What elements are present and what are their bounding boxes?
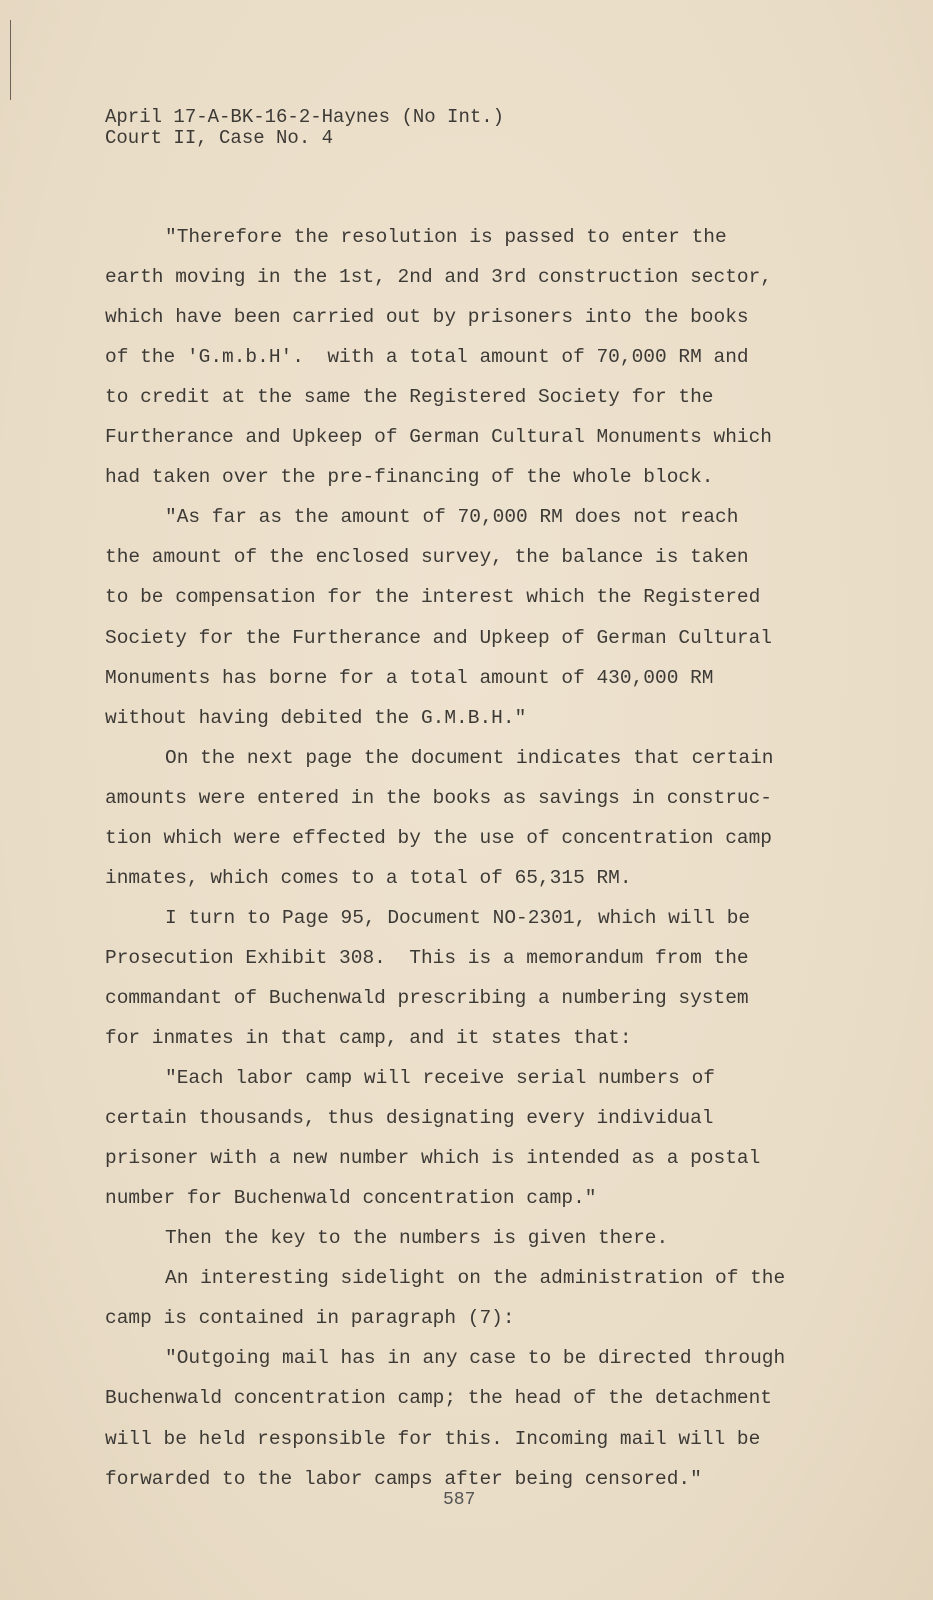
text-line: Furtherance and Upkeep of German Cultural Monuments which (105, 426, 773, 449)
text-line: earth moving in the 1st, 2nd and 3rd construction sector, (105, 266, 773, 289)
text-line: will be held responsible for this. Incoming mail will be (105, 1427, 761, 1450)
text-line: An interesting sidelight on the administration of the (165, 1267, 786, 1290)
text-line: "Therefore the resolution is passed to enter the (165, 226, 727, 248)
text-line: to be compensation for the interest which the Registered (105, 586, 761, 609)
text-line: Buchenwald concentration camp; the head of the detachment (105, 1387, 773, 1410)
text-line: certain thousands, thus designating every individual (105, 1107, 714, 1130)
page-number: 587 (443, 1490, 476, 1510)
text-line: Monuments has borne for a total amount of 430,000 RM (105, 666, 714, 689)
text-line: had taken over the pre-financing of the whole block. (105, 466, 714, 489)
text-line: Prosecution Exhibit 308. This is a memorandum from the (105, 946, 749, 969)
text-line: "Outgoing mail has in any case to be directed through (165, 1347, 786, 1370)
text-line: Society for the Furtherance and Upkeep of German Cultural (105, 626, 773, 649)
text-line: Then the key to the numbers is given there. (165, 1227, 669, 1250)
text-line: which have been carried out by prisoners into the books (105, 306, 749, 329)
text-line: to credit at the same the Registered Society for the (105, 386, 714, 409)
text-line: tion which were effected by the use of concentration camp (105, 826, 773, 849)
text-line: camp is contained in paragraph (7): (105, 1307, 515, 1330)
text-line: prisoner with a new number which is intended as a postal (105, 1147, 761, 1170)
text-line: the amount of the enclosed survey, the balance is taken (105, 546, 749, 569)
text-line: number for Buchenwald concentration camp." (105, 1187, 597, 1210)
text-line: of the 'G.m.b.H'. with a total amount of 70,000 RM and (105, 346, 749, 369)
text-line: "Each labor camp will receive serial numbers of (165, 1067, 715, 1090)
text-line: inmates, which comes to a total of 65,315 RM. (105, 866, 632, 889)
text-line: On the next page the document indicates that certain (165, 746, 774, 769)
text-line: for inmates in that camp, and it states that: (105, 1027, 632, 1049)
text-line: amounts were entered in the books as savings in construc- (105, 786, 773, 809)
page-edge-mark (10, 20, 11, 100)
header-line-1: April 17-A-BK-16-2-Haynes (No Int.) (105, 106, 505, 128)
text-line: forwarded to the labor camps after being censored." (105, 1467, 702, 1490)
header-line-2: Court II, Case No. 4 (105, 127, 334, 149)
text-line: without having debited the G.M.B.H." (105, 706, 527, 729)
text-line: "As far as the amount of 70,000 RM does not reach (165, 506, 739, 529)
text-line: I turn to Page 95, Document NO-2301, which will be (165, 906, 751, 929)
text-line: commandant of Buchenwald prescribing a numbering system (105, 986, 749, 1009)
